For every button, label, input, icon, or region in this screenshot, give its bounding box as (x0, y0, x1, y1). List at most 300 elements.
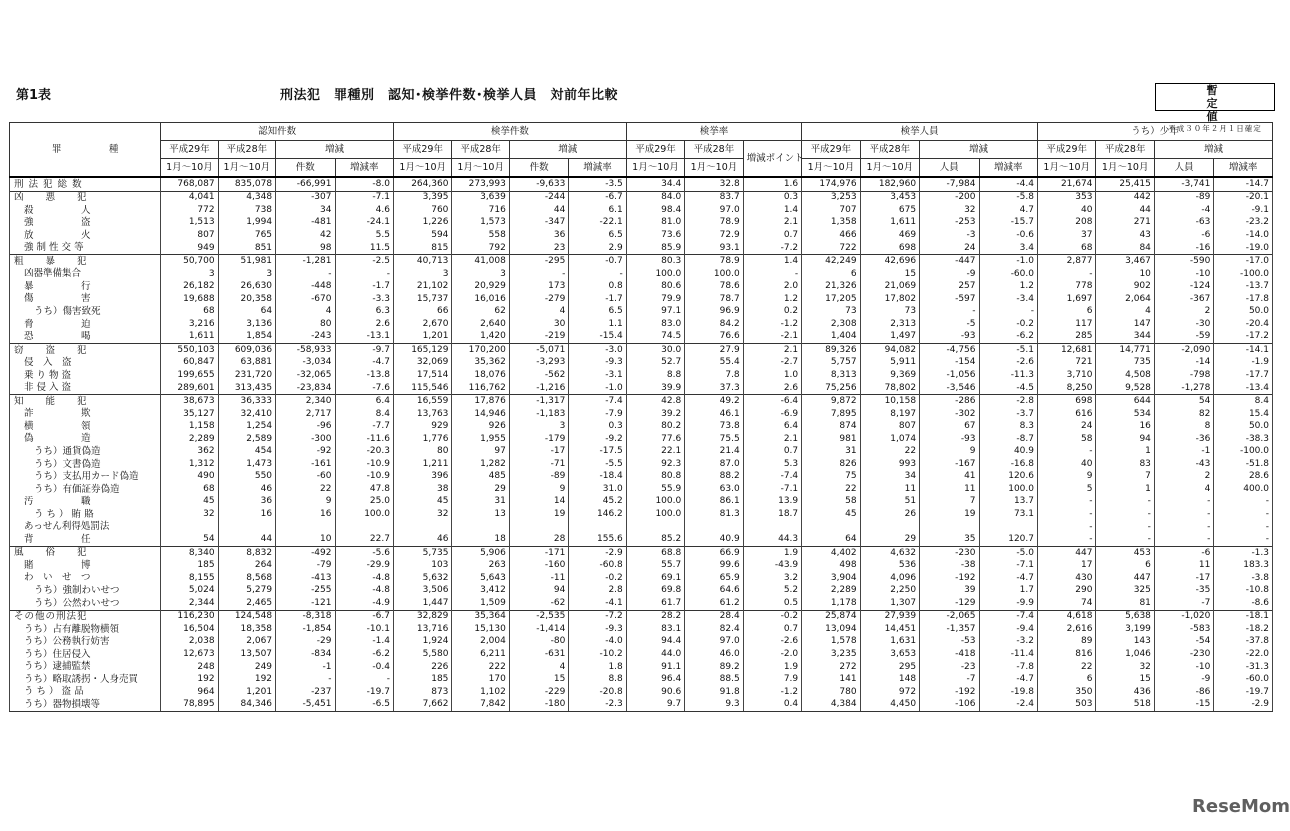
value-cell: 41 (920, 471, 979, 484)
value-cell: -22.1 (569, 217, 626, 230)
value-cell: -8.0 (335, 177, 393, 191)
value-cell: 2.1 (743, 433, 801, 446)
value-cell: -1 (276, 661, 335, 674)
value-cell: 5,643 (452, 572, 509, 585)
value-cell: 36 (509, 229, 568, 242)
value-cell: -129 (920, 597, 979, 610)
value-cell: - (743, 268, 801, 281)
value-cell: 94,082 (860, 344, 919, 357)
table-row (10, 293, 1273, 306)
crime-type-cell: 暴 行 (10, 280, 161, 293)
value-cell: - (1154, 496, 1213, 509)
value-cell: 264,360 (393, 177, 451, 191)
table-row (10, 420, 1273, 433)
value-cell: - (1214, 533, 1273, 546)
value-cell: -38 (920, 559, 979, 572)
value-cell: -5.0 (979, 546, 1037, 559)
change-count-header: 件数 (509, 159, 568, 178)
value-cell: 31.0 (569, 483, 626, 496)
value-cell: 85.9 (626, 242, 684, 255)
stamp-date: 平成３０年２月１日確定 (1168, 124, 1262, 133)
table-row (10, 597, 1273, 610)
value-cell: -2,535 (509, 610, 568, 623)
value-cell: 2.6 (743, 382, 801, 395)
value-cell: 2 (1154, 471, 1213, 484)
value-cell: 66 (393, 305, 451, 318)
value-cell: -7.8 (979, 661, 1037, 674)
value-cell: 44 (509, 204, 568, 217)
value-cell: 73 (860, 305, 919, 318)
value-cell: 353 (1037, 191, 1095, 204)
value-cell: 1,420 (452, 331, 509, 344)
value-cell: -4.7 (979, 673, 1037, 686)
value-cell: -180 (509, 698, 568, 711)
value-cell: 100.0 (626, 496, 684, 509)
value-cell: 55.9 (626, 483, 684, 496)
value-cell: -590 (1154, 255, 1213, 268)
value-cell: 44.3 (743, 533, 801, 546)
value-cell: -2.0 (743, 648, 801, 661)
value-cell: -4.1 (569, 597, 626, 610)
table-row (10, 177, 1273, 191)
year-2016-header: 平成28年 (1096, 141, 1154, 159)
value-cell: 807 (161, 229, 218, 242)
value-cell: - (1096, 533, 1154, 546)
value-cell: -2.8 (979, 395, 1037, 408)
value-cell: -1,357 (920, 623, 979, 636)
year-2016-header: 平成28年 (218, 141, 275, 159)
value-cell: -4.7 (979, 572, 1037, 585)
value-cell: -32,065 (276, 369, 335, 382)
value-cell: 1 (1096, 445, 1154, 458)
value-cell: - (1214, 508, 1273, 521)
value-cell: 89.2 (685, 661, 743, 674)
value-cell: -17.5 (569, 445, 626, 458)
value-cell: -1.3 (1214, 546, 1273, 559)
value-cell: 485 (452, 471, 509, 484)
value-cell: 3,412 (452, 585, 509, 598)
value-cell: 2,717 (276, 408, 335, 421)
value-cell: -154 (920, 357, 979, 370)
value-cell: -7.2 (569, 610, 626, 623)
value-cell: 1,282 (452, 458, 509, 471)
value-cell: 96.4 (626, 673, 684, 686)
value-cell: 24 (920, 242, 979, 255)
value-cell: 0.5 (743, 597, 801, 610)
value-cell: 26,182 (161, 280, 218, 293)
value-cell: -237 (276, 686, 335, 699)
value-cell: 2,289 (802, 585, 860, 598)
value-cell: 42.8 (626, 395, 684, 408)
table-row (10, 521, 1273, 534)
value-cell: -53 (920, 636, 979, 649)
value-cell: -89 (1154, 191, 1213, 204)
value-cell: 8.8 (626, 369, 684, 382)
value-cell: -17.8 (1214, 293, 1273, 306)
value-cell: 91.1 (626, 661, 684, 674)
period-header: 1月～10月 (393, 159, 451, 178)
value-cell: -43.9 (743, 559, 801, 572)
change-header: 増減 (1154, 141, 1272, 159)
value-cell: 90.6 (626, 686, 684, 699)
value-cell: -7.9 (569, 408, 626, 421)
value-cell: 30.0 (626, 344, 684, 357)
cleared-cases-header: 検挙件数 (393, 123, 626, 141)
value-cell: 1,158 (161, 420, 218, 433)
crime-type-cell: あっせん利得処罰法 (10, 521, 161, 534)
value-cell: 75.5 (685, 433, 743, 446)
value-cell: 4,041 (161, 191, 218, 204)
value-cell: -86 (1154, 686, 1213, 699)
value-cell: 21,069 (860, 280, 919, 293)
value-cell (920, 521, 979, 534)
value-cell: -59 (1154, 331, 1213, 344)
table-row (10, 623, 1273, 636)
value-cell: 350 (1037, 686, 1095, 699)
table-row (10, 242, 1273, 255)
year-2017-header: 平成29年 (626, 141, 684, 159)
year-2016-header: 平成28年 (860, 141, 919, 159)
value-cell: 7,895 (802, 408, 860, 421)
value-cell: -36 (1154, 433, 1213, 446)
value-cell: 21,102 (393, 280, 451, 293)
value-cell: - (1154, 508, 1213, 521)
change-count-header: 人員 (920, 159, 979, 178)
value-cell: 14,771 (1096, 344, 1154, 357)
value-cell: 8.8 (569, 673, 626, 686)
value-cell: -100.0 (1214, 445, 1273, 458)
value-cell: 54 (161, 533, 218, 546)
value-cell: 1,509 (452, 597, 509, 610)
value-cell: -161 (276, 458, 335, 471)
value-cell: 18,358 (218, 623, 275, 636)
value-cell: -93 (920, 331, 979, 344)
value-cell: -1.0 (979, 255, 1037, 268)
value-cell: -38.3 (1214, 433, 1273, 446)
crime-type-cell: うち）逮捕監禁 (10, 661, 161, 674)
value-cell: 1,201 (393, 331, 451, 344)
value-cell: 32,410 (218, 408, 275, 421)
value-cell: 117 (1037, 318, 1095, 331)
value-cell: -19.0 (1214, 242, 1273, 255)
value-cell: 89,326 (802, 344, 860, 357)
value-cell: -6.4 (743, 395, 801, 408)
value-cell: 28.2 (626, 610, 684, 623)
value-cell: -4.5 (979, 382, 1037, 395)
value-cell: 31 (452, 496, 509, 509)
value-cell: 15 (1096, 673, 1154, 686)
value-cell (979, 521, 1037, 534)
value-cell: 116,230 (161, 610, 218, 623)
value-cell: -5.5 (569, 458, 626, 471)
value-cell: 40.9 (685, 533, 743, 546)
value-cell: 0.2 (743, 305, 801, 318)
value-cell: -7,984 (920, 177, 979, 191)
table-row (10, 280, 1273, 293)
value-cell: 536 (860, 559, 919, 572)
value-cell: 34 (860, 471, 919, 484)
crime-type-cell: うち）占有離脱物横領 (10, 623, 161, 636)
value-cell: 6 (1037, 305, 1095, 318)
value-cell: 1,254 (218, 420, 275, 433)
value-cell: -192 (920, 686, 979, 699)
value-cell: -15.4 (569, 331, 626, 344)
value-cell: 42,249 (802, 255, 860, 268)
value-cell: 78.9 (685, 217, 743, 230)
value-cell: 155.6 (569, 533, 626, 546)
value-cell: 5.2 (743, 585, 801, 598)
value-cell: 45 (802, 508, 860, 521)
crime-type-cell: うち）公然わいせつ (10, 597, 161, 610)
resemom-logo: ReseMom (1192, 796, 1290, 817)
period-header: 1月～10月 (1037, 159, 1095, 178)
value-cell: -413 (276, 572, 335, 585)
value-cell: -9 (920, 268, 979, 281)
value-cell: -9.9 (979, 597, 1037, 610)
value-cell: -798 (1154, 369, 1213, 382)
value-cell: 22.1 (626, 445, 684, 458)
value-cell: 6 (802, 268, 860, 281)
value-cell: -2.5 (335, 255, 393, 268)
value-cell: -4.7 (335, 357, 393, 370)
value-cell: 15,130 (452, 623, 509, 636)
value-cell: 6.3 (335, 305, 393, 318)
value-cell: 13,763 (393, 408, 451, 421)
table-row (10, 483, 1273, 496)
value-cell: 248 (161, 661, 218, 674)
table-row (10, 698, 1273, 711)
value-cell: 38,673 (161, 395, 218, 408)
value-cell: 96.9 (685, 305, 743, 318)
value-cell (161, 521, 218, 534)
value-cell: 7 (920, 496, 979, 509)
value-cell: 993 (860, 458, 919, 471)
value-cell: -5,071 (509, 344, 568, 357)
value-cell (509, 521, 568, 534)
value-cell: -51.8 (1214, 458, 1273, 471)
value-cell: 30 (509, 318, 568, 331)
value-cell: - (1037, 268, 1095, 281)
crime-type-cell: 詐 欺 (10, 408, 161, 421)
value-cell: 772 (161, 204, 218, 217)
value-cell: 1,611 (860, 217, 919, 230)
value-cell: 50,700 (161, 255, 218, 268)
value-cell: -5.1 (979, 344, 1037, 357)
value-cell: -3.2 (979, 636, 1037, 649)
value-cell: 100.0 (335, 508, 393, 521)
value-cell: 94 (509, 585, 568, 598)
value-cell: 454 (218, 445, 275, 458)
value-cell: 272 (802, 661, 860, 674)
value-cell: 16 (276, 508, 335, 521)
value-cell: -9.1 (1214, 204, 1273, 217)
value-cell: 362 (161, 445, 218, 458)
value-cell: 11 (920, 483, 979, 496)
value-cell: 5,911 (860, 357, 919, 370)
value-cell: 55.7 (626, 559, 684, 572)
value-cell: 22 (860, 445, 919, 458)
value-cell: 8,313 (802, 369, 860, 382)
value-cell: -80 (509, 636, 568, 649)
value-cell: 46.0 (685, 648, 743, 661)
value-cell: 83.1 (626, 623, 684, 636)
year-2017-header: 平成29年 (161, 141, 218, 159)
value-cell: 2,640 (452, 318, 509, 331)
value-cell: 1.4 (743, 204, 801, 217)
value-cell: 170 (452, 673, 509, 686)
provisional-stamp (1155, 83, 1275, 133)
value-cell: 21,674 (1037, 177, 1095, 191)
value-cell: -15.7 (979, 217, 1037, 230)
value-cell: 58 (802, 496, 860, 509)
value-cell: -17.7 (1214, 369, 1273, 382)
value-cell: 17,876 (452, 395, 509, 408)
value-cell: 271 (1096, 217, 1154, 230)
crime-type-cell: 脅 迫 (10, 318, 161, 331)
value-cell: -18.4 (569, 471, 626, 484)
crime-type-cell: うち）住居侵入 (10, 648, 161, 661)
value-cell: 815 (393, 242, 451, 255)
value-cell: -13.1 (335, 331, 393, 344)
value-cell: -481 (276, 217, 335, 230)
value-cell (452, 521, 509, 534)
value-cell: -18.2 (1214, 623, 1273, 636)
value-cell: 208 (1037, 217, 1095, 230)
crime-type-cell: 凶器準備集合 (10, 268, 161, 281)
value-cell: -93 (920, 433, 979, 446)
value-cell: -2.9 (569, 546, 626, 559)
clearance-rate-header: 検挙率 (626, 123, 801, 141)
value-cell: -9.3 (569, 623, 626, 636)
crime-type-cell: うち）通貨偽造 (10, 445, 161, 458)
change-count-header: 件数 (276, 159, 335, 178)
value-cell: 82.4 (685, 623, 743, 636)
value-cell: -3.7 (979, 408, 1037, 421)
value-cell: 263 (452, 559, 509, 572)
value-cell: 400.0 (1214, 483, 1273, 496)
value-cell: -3,293 (509, 357, 568, 370)
value-cell: 644 (1096, 395, 1154, 408)
value-cell: -0.7 (569, 255, 626, 268)
value-cell: 1,102 (452, 686, 509, 699)
value-cell: -7.1 (335, 191, 393, 204)
value-cell: 55.4 (685, 357, 743, 370)
value-cell: - (1154, 533, 1213, 546)
crime-type-cell: うち）有価証券偽造 (10, 483, 161, 496)
value-cell: 1,074 (860, 433, 919, 446)
crime-type-cell: 乗 り 物 盗 (10, 369, 161, 382)
value-cell: 0.3 (569, 420, 626, 433)
value-cell: 792 (452, 242, 509, 255)
value-cell: 3.4 (979, 242, 1037, 255)
value-cell: 88.2 (685, 471, 743, 484)
value-cell: 2,289 (161, 433, 218, 446)
value-cell: -295 (509, 255, 568, 268)
table-row (10, 496, 1273, 509)
crime-type-cell: わ い せ つ (10, 572, 161, 585)
value-cell (626, 521, 684, 534)
value-cell: -14 (1154, 357, 1213, 370)
value-cell: -0.6 (979, 229, 1037, 242)
value-cell: -9.3 (569, 357, 626, 370)
value-cell: 1,955 (452, 433, 509, 446)
value-cell: 226 (393, 661, 451, 674)
value-cell: 13,716 (393, 623, 451, 636)
value-cell: -35 (1154, 585, 1213, 598)
value-cell: 50.0 (1214, 305, 1273, 318)
value-cell: 15,737 (393, 293, 451, 306)
value-cell: 6,211 (452, 648, 509, 661)
crime-type-cell: 風 俗 犯 (10, 546, 161, 559)
value-cell: -0.2 (743, 610, 801, 623)
crime-type-cell: うち）支払用カード偽造 (10, 471, 161, 484)
value-cell: -171 (509, 546, 568, 559)
crime-type-cell: 傷 害 (10, 293, 161, 306)
table-row (10, 382, 1273, 395)
value-cell: -1.0 (569, 382, 626, 395)
value-cell: 765 (218, 229, 275, 242)
value-cell: 78,802 (860, 382, 919, 395)
value-cell: 6 (1037, 673, 1095, 686)
value-cell: 49.2 (685, 395, 743, 408)
value-cell: 8,568 (218, 572, 275, 585)
value-cell: 45 (393, 496, 451, 509)
value-cell: -17.0 (1214, 255, 1273, 268)
value-cell: 1.1 (569, 318, 626, 331)
value-cell: 8 (1154, 420, 1213, 433)
value-cell: 51,981 (218, 255, 275, 268)
value-cell: 2,344 (161, 597, 218, 610)
value-cell: 17,802 (860, 293, 919, 306)
value-cell: -7.4 (979, 610, 1037, 623)
crime-type-cell: う ち ） 賄 賂 (10, 508, 161, 521)
table-row (10, 533, 1273, 546)
value-cell: 4 (276, 305, 335, 318)
value-cell: 3.2 (743, 572, 801, 585)
value-cell: 1.9 (743, 661, 801, 674)
value-cell: 1.9 (743, 546, 801, 559)
table-row (10, 255, 1273, 268)
value-cell: -492 (276, 546, 335, 559)
value-cell: -4.8 (335, 572, 393, 585)
crime-type-cell: 横 領 (10, 420, 161, 433)
value-cell: 79.9 (626, 293, 684, 306)
value-cell: -11.4 (979, 648, 1037, 661)
value-cell: 20,358 (218, 293, 275, 306)
value-cell: -15 (1154, 698, 1213, 711)
value-cell: -2.9 (1214, 698, 1273, 711)
crime-type-cell: 汚 職 (10, 496, 161, 509)
table-row (10, 445, 1273, 458)
value-cell: 78.6 (685, 280, 743, 293)
value-cell: 0.8 (569, 280, 626, 293)
crime-type-cell: うち）傷害致死 (10, 305, 161, 318)
table-row (10, 661, 1273, 674)
value-cell: 949 (161, 242, 218, 255)
value-cell: - (1037, 445, 1095, 458)
value-cell: 31 (802, 445, 860, 458)
value-cell: -1.9 (1214, 357, 1273, 370)
value-cell: -3,741 (1154, 177, 1213, 191)
value-cell: 826 (802, 458, 860, 471)
period-header: 1月～10月 (802, 159, 860, 178)
period-header: 1月～10月 (1096, 159, 1154, 178)
value-cell: 325 (1096, 585, 1154, 598)
table-row (10, 229, 1273, 242)
value-cell: 75,256 (802, 382, 860, 395)
value-cell: 2,067 (218, 636, 275, 649)
value-cell: 1,497 (860, 331, 919, 344)
